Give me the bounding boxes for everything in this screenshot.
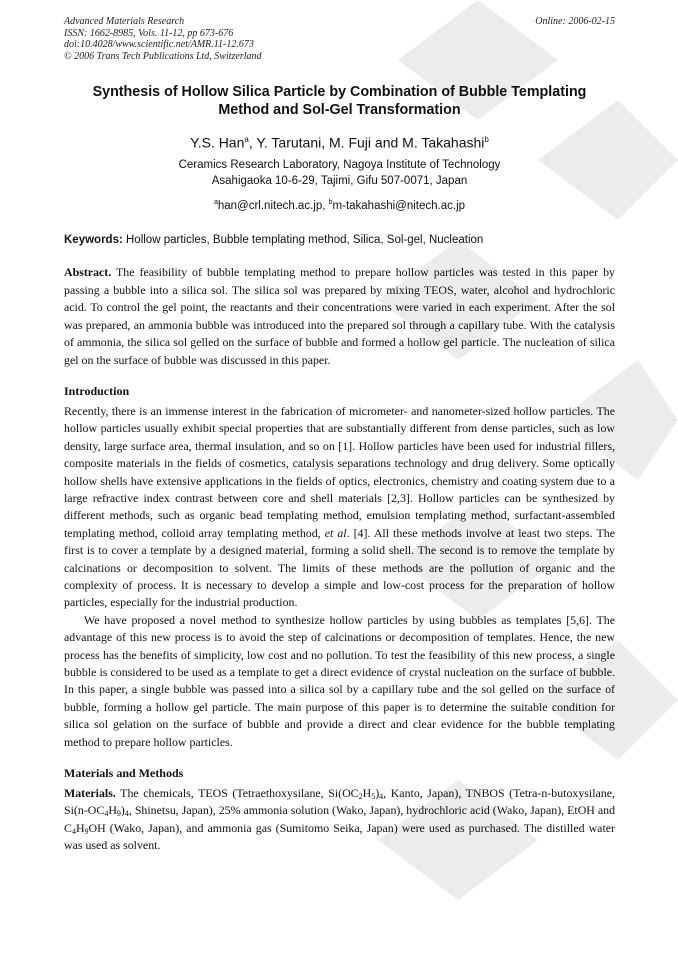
materials-text-9: OH (Wako, Japan), and ammonia gas (Sumitomo Seika, Japan) were used as purchased. The distilled water was used as solvent. [64,820,615,853]
materials-text-2: H [362,786,372,801]
affiliation-line-1: Ceramics Research Laboratory, Nagoya Institute of Technology [178,158,501,171]
affiliation [64,157,615,189]
materials-text-5: H [108,803,117,818]
issn-line: ISSN: 1662-8985, Vols. 11-12, pp 673-676 [64,27,234,39]
author-list [64,131,615,152]
introduction-paragraph-1 [64,403,615,612]
materials-sub-4: 4 [104,809,109,819]
abstract [64,264,615,368]
online-date: Online: 2006-02-15 [535,16,615,27]
materials-text-3: ) [375,786,380,801]
methods-heading: Materials and Methods [64,766,184,781]
copyright-line: © 2006 Trans Tech Publications Ltd, Switzerland [64,50,262,62]
materials-sub-8: 9 [84,826,89,836]
materials-sub-1: 2 [358,792,363,802]
title-line-2: Method and Sol-Gel Transformation [218,102,461,118]
materials-text-7: , Shinetsu, Japan), 25% ammonia solution (Wako, Japan), hydrochloric acid (Wako, Japan), EtOH and C [64,803,616,835]
intro-p1-text-b: . [4]. All these methods involve at least two steps. The first is to cover a template by a designed material, forming a solid shell. The second is to remove the template by calcinations or decomposition to solvent. The limits of these methods are the pollution of organic and the complexity of process. It is necessary to develop a simple and low-cost process for the preparation of hollow particles, especially for the industrial production. [64,525,615,610]
materials-paragraph [64,785,615,855]
journal-name: Advanced Materials Research [64,16,185,27]
intro-p1-text-a: Recently, there is an immense interest in the fabrication of micrometer- and nanometer-sized hollow particles. The hollow particles usually exhibit special properties that are substantially different from dense particles, such as low density, large surface area, thermal insulation, and so on [1]. Hollow particles have been used for industrial fillers, composite materials in the fields of cosmetics, catalysis separations technology and drug delivery. Some optically hollow shells have extensive applications in the fields of optics, electronics, chemistry and coating system due to a large refractive index contrast between core and shell materials [2,3]. Hollow particles can be synthesized by different methods, such as organic bead templating method, emulsion templating method, surfactant-assembled templating method, colloid array templating method, [64,403,615,540]
author-emails [64,196,615,213]
intro-p1-etal: et al [324,525,347,540]
materials-text-1: The chemicals, TEOS (Tetraethoxysilane, Si(OC [115,786,359,801]
author-1: Y.S. Han [190,134,245,151]
keywords-text: Hollow particles, Bubble templating method, Silica, Sol-gel, Nucleation [122,234,484,247]
paper-title [64,83,615,119]
author-last-affil-mark: b [484,135,489,144]
materials-text-6: ) [120,803,125,818]
paper-page [64,16,615,855]
email-b: m-takahashi@nitech.ac.jp [332,199,466,212]
materials-sub-6: 4 [124,809,129,819]
materials-text-4: , Kanto, Japan), TNBOS (Tetra-n-butoxysilane, Si(n-OC [64,786,615,818]
materials-label: Materials. [64,786,116,801]
materials-sub-5: 9 [116,809,121,819]
email-b-mark: b [328,198,333,206]
email-a: han@crl.nitech.ac.jp, [217,199,329,212]
title-line-1: Synthesis of Hollow Silica Particle by Combination of Bubble Templating [92,84,587,100]
affiliation-line-2: Asahigaoka 10-6-29, Tajimi, Gifu 507-0071, Japan [211,174,468,187]
materials-text-8: H [75,820,85,835]
abstract-label: Abstract. [64,265,112,280]
journal-header [64,16,615,62]
materials-sub-7: 4 [71,826,76,836]
materials-sub-3: 4 [379,792,384,802]
keywords [64,233,615,247]
other-authors: , Y. Tarutani, M. Fuji and M. Takahashi [248,134,485,151]
doi-line: doi:10.4028/www.scientific.net/AMR.11-12.673 [64,39,254,50]
keywords-label: Keywords: [64,234,123,247]
email-a-mark: a [213,198,218,206]
author-1-affil-mark: a [244,135,249,144]
introduction-heading: Introduction [64,383,130,398]
introduction-paragraph-2: We have proposed a novel method to synthesize hollow particles by using bubbles as templates [5,6]. The advantage of this new process is to avoid the step of calcinations or decomposition of templates. Hence, the new process has the benefits of simplicity, low cost and no pollution. To test the feasibility of this new process, a single bubble is considered to be used as a template to get a direct evidence of crystal nucleation on the surface of bubble. In this paper, a single bubble was passed into a silica sol by a capillary tube and the sol gelled on the surface of bubble, forming a hollow gel particle. The main purpose of this paper is to determine the suitable condition for silica sol gelation on the surface of bubble and provide a direct and clear evidence for the bubble templating method to prepare hollow particles. [64,612,615,749]
abstract-text: The feasibility of bubble templating method to prepare hollow particles was tested in this paper by passing a bubble into a silica sol. The silica sol was prepared by mixing TEOS, water, alcohol and hydrochloric acid. To control the gel point, the reactants and their concentrations were varied in each experiment. After the sol was prepared, an ammonia bubble was introduced into the prepared sol through a capillary tube. With the catalysis of ammonia, the silica sol gelled on the surface of bubble and formed a hollow gel particle. The nucleation of silica gel on the surface of bubble was discussed in this paper. [64,265,615,367]
materials-sub-2: 5 [371,792,376,802]
